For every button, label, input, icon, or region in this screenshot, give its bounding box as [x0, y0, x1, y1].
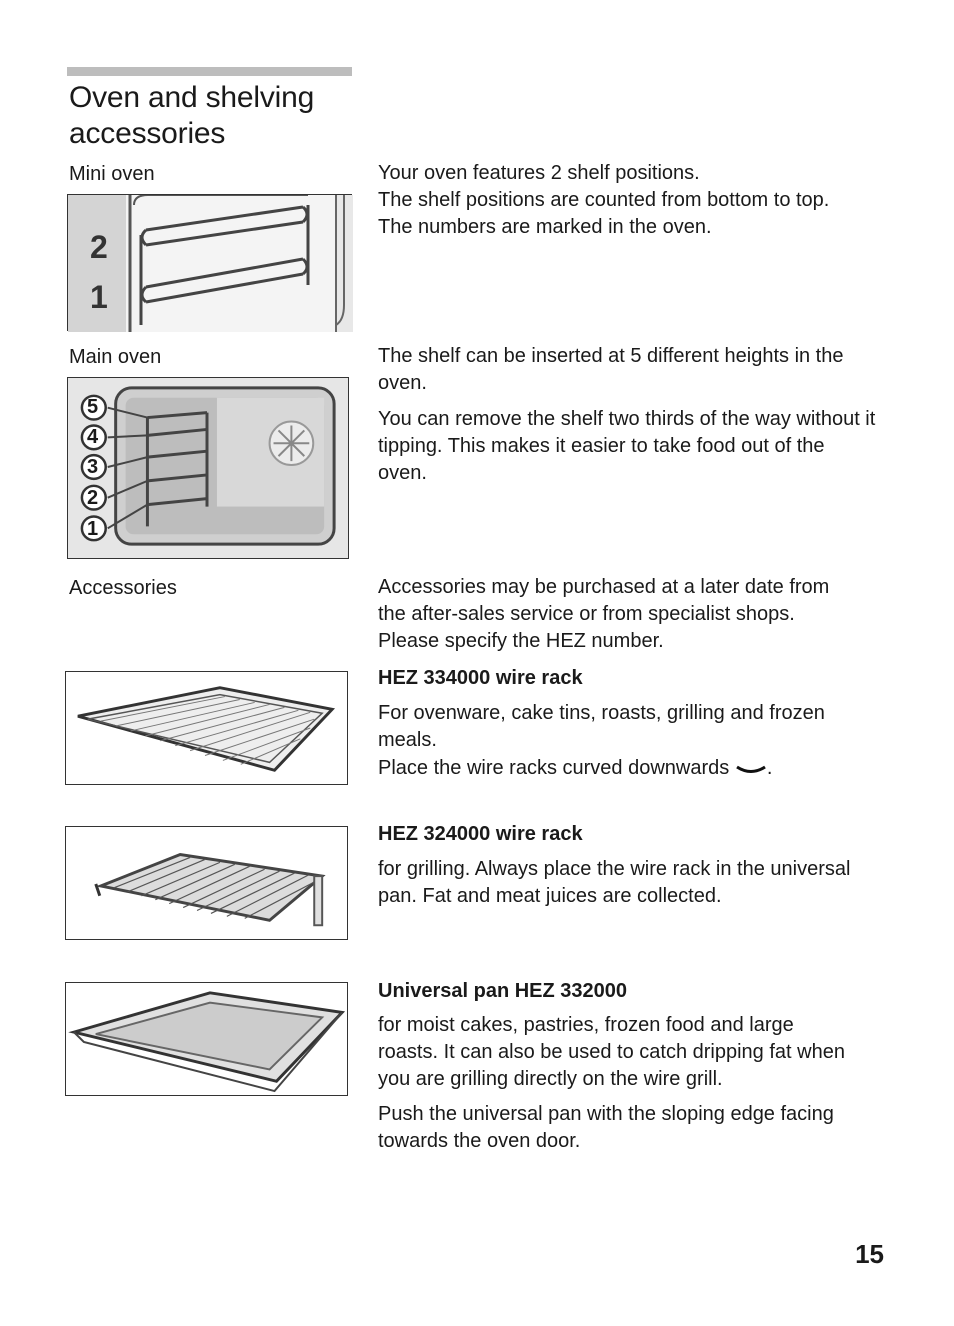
main-oven-paragraph: The shelf can be inserted at 5 different heights in the oven.	[378, 345, 844, 394]
heading-rule	[67, 67, 352, 76]
mini-oven-line: The shelf positions are counted from bottom to top.	[378, 189, 830, 211]
shelf-number: 5	[87, 396, 99, 418]
mini-oven-figure	[67, 194, 352, 331]
item-text	[378, 856, 888, 910]
mini-oven-line: Your oven features 2 shelf positions.	[378, 162, 700, 184]
item-paragraph: Place the wire racks curved downwards	[378, 757, 730, 779]
mini-oven-label: Mini oven	[69, 163, 155, 185]
accessories-intro-line: the after-sales service or from specialist shops.	[378, 603, 795, 625]
accessories-intro-line: Accessories may be purchased at a later date from	[378, 576, 830, 598]
item-text	[378, 1012, 848, 1155]
main-oven-figure	[67, 377, 349, 559]
item-title: Universal pan HEZ 332000	[378, 980, 628, 1002]
main-oven-label: Main oven	[69, 346, 162, 368]
wire-rack-324000-figure	[65, 826, 348, 940]
curved-down-icon	[735, 762, 767, 776]
item-title: HEZ 324000 wire rack	[378, 823, 583, 845]
main-oven-text	[378, 343, 878, 487]
accessories-intro	[378, 574, 888, 655]
mini-oven-text	[378, 160, 888, 241]
shelf-number: 1	[90, 279, 108, 315]
page-title	[69, 80, 369, 152]
accessories-label: Accessories	[69, 577, 177, 599]
shelf-number: 3	[87, 456, 99, 478]
item-paragraph: for moist cakes, pastries, frozen food and large roasts. It can also be used to catch dripping fat when you are grilling directly on the wire grill.	[378, 1014, 845, 1090]
shelf-number: 2	[87, 487, 99, 509]
wire-rack-334000-figure	[65, 671, 348, 785]
page-number: 15	[855, 1239, 884, 1269]
accessories-intro-line: Please specify the HEZ number.	[378, 630, 664, 652]
shelf-number: 1	[87, 518, 99, 540]
universal-pan-figure	[65, 982, 348, 1096]
item-paragraph: Push the universal pan with the sloping edge facing towards the oven door.	[378, 1103, 834, 1152]
item-text: For ovenware, cake tins, roasts, grilling and frozen meals. Place the wire racks curved downwards .	[378, 700, 868, 782]
item-paragraph: for grilling. Always place the wire rack in the universal pan. Fat and meat juices are collected.	[378, 858, 851, 907]
title-line-1: Oven and shelving	[69, 81, 315, 114]
item-paragraph: For ovenware, cake tins, roasts, grilling and frozen meals.	[378, 702, 825, 751]
title-line-2: accessories	[69, 117, 226, 150]
item-title: HEZ 334000 wire rack	[378, 667, 583, 689]
shelf-number: 4	[87, 426, 99, 448]
mini-oven-line: The numbers are marked in the oven.	[378, 216, 712, 238]
main-oven-paragraph: You can remove the shelf two thirds of the way without it tipping. This makes it easier to take food out of the oven.	[378, 408, 876, 484]
shelf-number: 2	[90, 229, 108, 265]
